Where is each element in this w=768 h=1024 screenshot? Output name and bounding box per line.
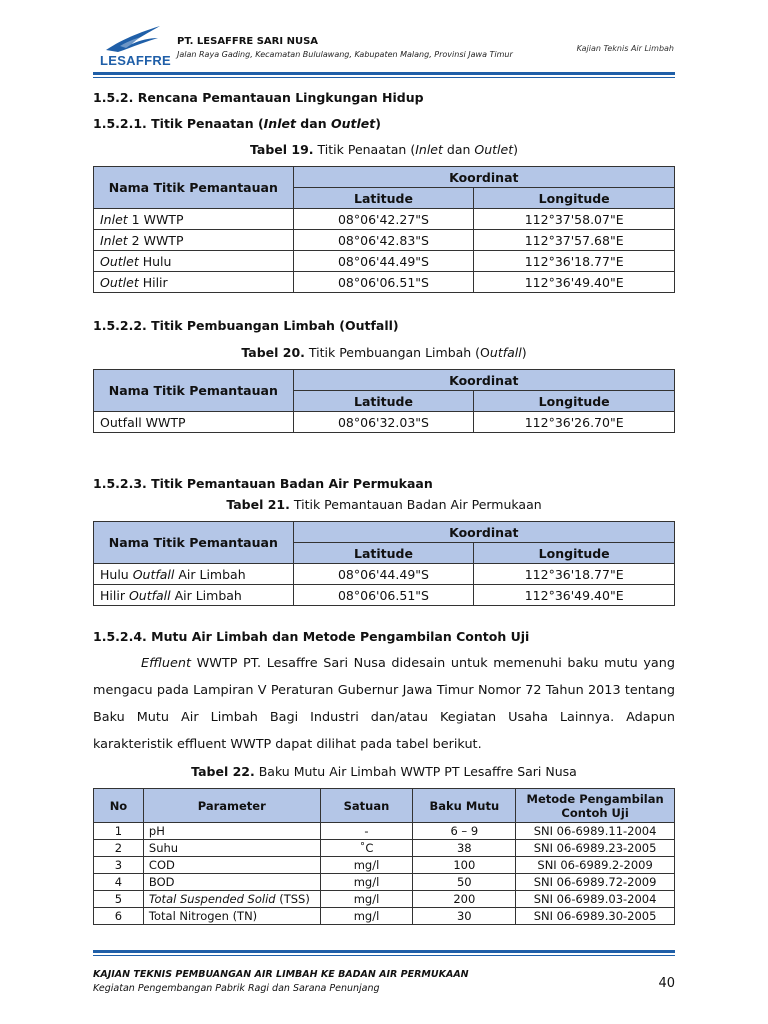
col-header-metode: Metode Pengambilan Contoh Uji xyxy=(516,789,675,823)
section-heading-1-5-2-3: 1.5.2.3. Titik Pemantauan Badan Air Permukaan xyxy=(93,476,433,491)
col-header-longitude: Longitude xyxy=(474,391,675,412)
footer-subtitle: Kegiatan Pengembangan Pabrik Ragi dan Sarana Penunjang xyxy=(93,983,380,994)
page-number: 40 xyxy=(658,976,675,991)
table-row: 1 pH - 6 – 9 SNI 06-6989.11-2004 xyxy=(94,823,675,840)
table-21 xyxy=(93,521,675,606)
table-row: 2 Suhu ˚C 38 SNI 06-6989.23-2005 xyxy=(94,840,675,857)
table-row: Inlet 1 WWTP 08°06'42.27"S 112°37'58.07"E xyxy=(94,209,675,230)
header-rule xyxy=(93,72,675,75)
footer-title: KAJIAN TEKNIS PEMBUANGAN AIR LIMBAH KE BADAN AIR PERMUKAAN xyxy=(93,969,469,980)
document-tag: Kajian Teknis Air Limbah xyxy=(576,44,674,53)
col-header-baku-mutu: Baku Mutu xyxy=(413,789,516,823)
page-header xyxy=(0,0,768,90)
col-header-koordinat: Koordinat xyxy=(293,370,674,391)
table-21-caption: Tabel 21. Titik Pemantauan Badan Air Permukaan xyxy=(226,497,542,512)
section-heading-1-5-2-2: 1.5.2.2. Titik Pembuangan Limbah (Outfall) xyxy=(93,318,399,333)
table-row: 6 Total Nitrogen (TN) mg/l 30 SNI 06-6989.30-2005 xyxy=(94,908,675,925)
company-name: PT. LESAFFRE SARI NUSA xyxy=(177,36,319,47)
section-heading-1-5-2: 1.5.2. Rencana Pemantauan Lingkungan Hidup xyxy=(93,90,424,105)
col-header-latitude: Latitude xyxy=(293,188,474,209)
table-row: Inlet 2 WWTP 08°06'42.83"S 112°37'57.68"E xyxy=(94,230,675,251)
col-header-name: Nama Titik Pemantauan xyxy=(94,167,294,209)
company-address: Jalan Raya Gading, Kecamatan Bululawang, Kabupaten Malang, Provinsi Jawa Timur xyxy=(177,50,513,59)
footer-rule-thin xyxy=(93,955,675,956)
col-header-no: No xyxy=(94,789,144,823)
table-19 xyxy=(93,166,675,293)
table-row: 3 COD mg/l 100 SNI 06-6989.2-2009 xyxy=(94,857,675,874)
col-header-name: Nama Titik Pemantauan xyxy=(94,370,294,412)
table-22 xyxy=(93,788,675,925)
header-rule-thin xyxy=(93,77,675,78)
col-header-koordinat: Koordinat xyxy=(293,522,674,543)
table-row: Hilir Outfall Air Limbah 08°06'06.51"S 112°36'49.40"E xyxy=(94,585,675,606)
table-row: Hulu Outfall Air Limbah 08°06'44.49"S 112°36'18.77"E xyxy=(94,564,675,585)
table-row: Outlet Hulu 08°06'44.49"S 112°36'18.77"E xyxy=(94,251,675,272)
section-heading-1-5-2-1: 1.5.2.1. Titik Penaatan (Inlet dan Outlet) xyxy=(93,116,381,131)
col-header-latitude: Latitude xyxy=(293,543,474,564)
swallow-logo-icon xyxy=(100,24,172,54)
table-row: 5 Total Suspended Solid (TSS) mg/l 200 SNI 06-6989.03-2004 xyxy=(94,891,675,908)
table-row: Outlet Hilir 08°06'06.51"S 112°36'49.40"E xyxy=(94,272,675,293)
col-header-longitude: Longitude xyxy=(474,543,675,564)
col-header-parameter: Parameter xyxy=(143,789,320,823)
body-paragraph: Effluent WWTP PT. Lesaffre Sari Nusa didesain untuk memenuhi baku mutu yang mengacu pada Lampiran V Peraturan Gubernur Jawa Timur Nomor 72 Tahun 2013 tentang Baku Mutu Air Limbah Bagi Industri dan/atau Kegiatan Usaha Lainnya. Adapun karakteristik effluent WWTP dapat dilihat pada tabel berikut. xyxy=(93,656,675,752)
table-20-caption: Tabel 20. Titik Pembuangan Limbah (Outfall) xyxy=(241,345,527,360)
col-header-latitude: Latitude xyxy=(293,391,474,412)
table-row: Outfall WWTP 08°06'32.03"S 112°36'26.70"E xyxy=(94,412,675,433)
section-heading-1-5-2-4: 1.5.2.4. Mutu Air Limbah dan Metode Pengambilan Contoh Uji xyxy=(93,629,530,644)
footer-rule xyxy=(93,950,675,953)
col-header-name: Nama Titik Pemantauan xyxy=(94,522,294,564)
table-19-caption: Tabel 19. Titik Penaatan (Inlet dan Outlet) xyxy=(250,142,518,157)
logo-text: LESAFFRE xyxy=(100,53,172,68)
col-header-satuan: Satuan xyxy=(320,789,413,823)
company-logo xyxy=(100,24,172,68)
table-22-caption: Tabel 22. Baku Mutu Air Limbah WWTP PT Lesaffre Sari Nusa xyxy=(191,764,577,779)
col-header-koordinat: Koordinat xyxy=(293,167,674,188)
col-header-longitude: Longitude xyxy=(474,188,675,209)
table-20 xyxy=(93,369,675,433)
table-row: 4 BOD mg/l 50 SNI 06-6989.72-2009 xyxy=(94,874,675,891)
